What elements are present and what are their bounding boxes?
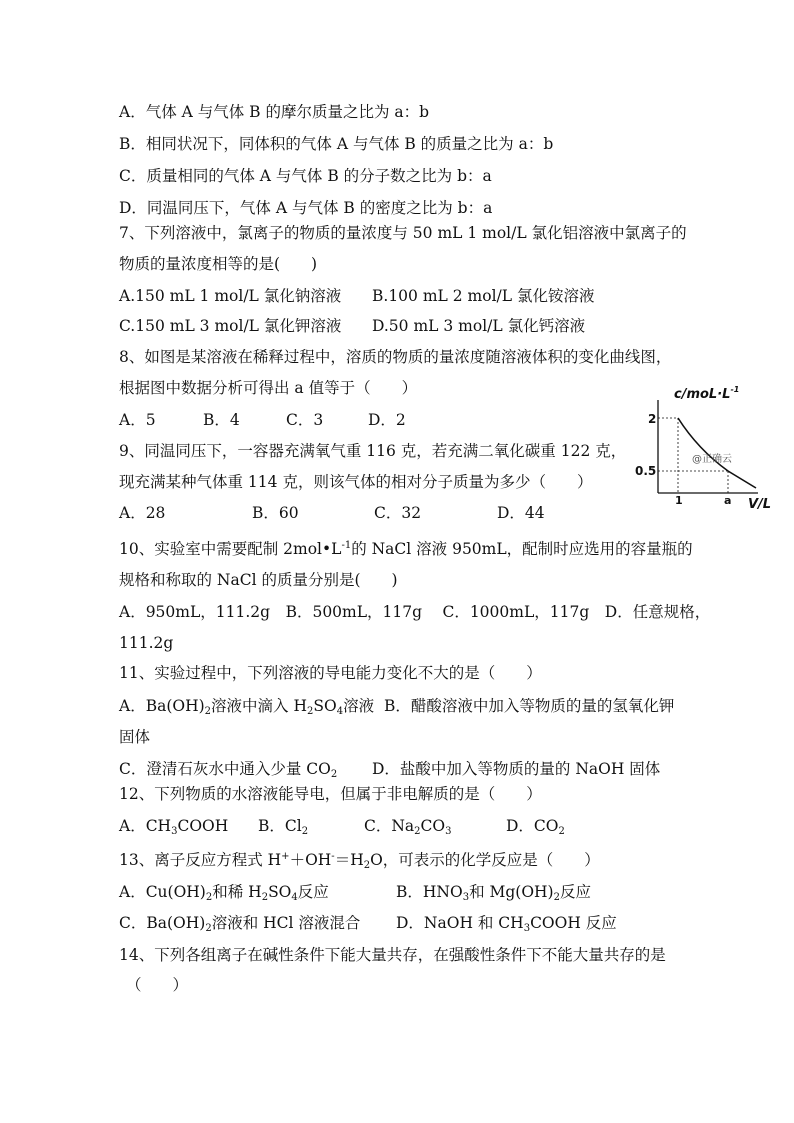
x-tick-1: 1 [675, 494, 683, 507]
q9-option-a: A．28 [119, 504, 166, 522]
q7-stem-line2: 物质的量浓度相等的是( ) [119, 255, 318, 273]
q6-option-a: A．气体 A 与气体 B 的摩尔质量之比为 a：b [119, 103, 430, 121]
q13-stem: 13、离子反应方程式 $H^++OH^-=H_2O$，可表示的化学反应是（ ） [119, 851, 600, 871]
q9-stem-line1: 9、同温同压下，一容器充满氧气重 116 克，若充满二氧化碳重 122 克， [119, 442, 627, 460]
q11-option-b-cont: 固体 [119, 728, 151, 746]
q13-option-d: D．NaOH 和 $CH_3COOH$ 反应 [396, 914, 617, 934]
q10-stem-line1: 10、实验室中需要配制 $2mol•L^{-1}$的 NaCl 溶液 950mL，配制时应选用的容量瓶的 [119, 540, 693, 558]
q10-options: A．950mL，111.2g B．500mL，117g C．1000mL，117g D．任意规格， [119, 603, 711, 621]
q10-stem-line2: 规格和称取的 NaCl 的质量分别是( ) [119, 571, 398, 589]
y-tick-low: 0.5 [635, 464, 657, 478]
q12-stem: 12、下列物质的水溶液能导电，但属于非电解质的是（ ） [119, 785, 542, 803]
q6-option-b: B．相同状况下，同体积的气体 A 与气体 B 的质量之比为 a：b [119, 135, 554, 153]
y-axis-label-sup: -1 [730, 385, 740, 394]
q7-option-b: B.100 mL 2 mol/L 氯化铵溶液 [372, 287, 595, 305]
q13-option-c: C．$Ba(OH)_2$溶液和 HCl 溶液混合 [119, 914, 361, 934]
watermark: @正确云 [692, 454, 732, 465]
y-axis-label: c/moL·L [674, 387, 731, 402]
q11-option-d: D．盐酸中加入等物质的量的 NaOH 固体 [372, 760, 661, 778]
q7-option-d: D.50 mL 3 mol/L 氯化钙溶液 [372, 317, 586, 335]
q8-stem-line2: 根据图中数据分析可得出 a 值等于（ ） [119, 379, 418, 397]
q11-options-ab [119, 696, 674, 716]
q8-option-d: D．2 [368, 411, 406, 429]
q7-option-c: C.150 mL 3 mol/L 氯化钾溶液 [119, 317, 342, 335]
x-tick-a: a [724, 494, 732, 507]
q8-option-c: C．3 [286, 411, 324, 429]
q8-option-a: A．5 [119, 411, 156, 429]
q11-option-a: A．$Ba(OH)_2$溶液中滴入 $H_2SO_4$溶液 [119, 697, 375, 717]
q7-option-a: A.150 mL 1 mol/L 氯化钠溶液 [119, 287, 342, 305]
q6-option-d: D．同温同压下，气体 A 与气体 B 的密度之比为 b：a [119, 199, 493, 217]
q12-option-c: C．$Na_2CO_3$ [364, 817, 452, 837]
q12-option-a: A．$CH_3COOH$ [119, 817, 229, 837]
dilution-graph [630, 378, 780, 513]
q11-option-c: C．澄清石灰水中通入少量 $CO_2$ [119, 760, 338, 780]
q8-stem-line1: 8、如图是某溶液在稀释过程中，溶质的物质的量浓度随溶液体积的变化曲线图， [119, 348, 672, 366]
x-axis-label: V/L [748, 497, 772, 512]
q9-stem-line2: 现充满某种气体重 114 克，则该气体的相对分子质量为多少（ ） [119, 473, 593, 491]
y-tick-high: 2 [648, 412, 657, 426]
q13-option-a: A．$Cu(OH)_2$和稀 $H_2SO_4$反应 [119, 883, 329, 903]
q13-option-b: B．$HNO_3$和 $Mg(OH)_2$反应 [396, 883, 591, 903]
q10-options-cont: 111.2g [119, 634, 174, 652]
q6-option-c: C．质量相同的气体 A 与气体 B 的分子数之比为 b：a [119, 167, 492, 185]
q12-option-b: B．$Cl_2$ [258, 817, 309, 837]
q11-option-b: B．醋酸溶液中加入等物质的量的氢氧化钾 [383, 697, 675, 715]
q9-option-d: D．44 [497, 504, 545, 522]
q9-option-b: B．60 [252, 504, 299, 522]
q9-option-c: C．32 [374, 504, 422, 522]
q8-option-b: B．4 [203, 411, 240, 429]
q14-stem-line1: 14、下列各组离子在碱性条件下能大量共存，在强酸性条件下不能大量共存的是 [119, 946, 666, 964]
q14-stem-line2: （ ） [126, 976, 189, 994]
dilution-curve [678, 418, 756, 488]
svg-text:c/moL·L-1 [674, 385, 739, 402]
q11-stem: 11、实验过程中，下列溶液的导电能力变化不大的是（ ） [119, 664, 542, 682]
q12-option-d: D．$CO_2$ [506, 817, 565, 837]
q7-stem-line1: 7、下列溶液中，氯离子的物质的量浓度与 50 mL 1 mol/L 氯化铝溶液中氯离子的 [119, 224, 687, 242]
